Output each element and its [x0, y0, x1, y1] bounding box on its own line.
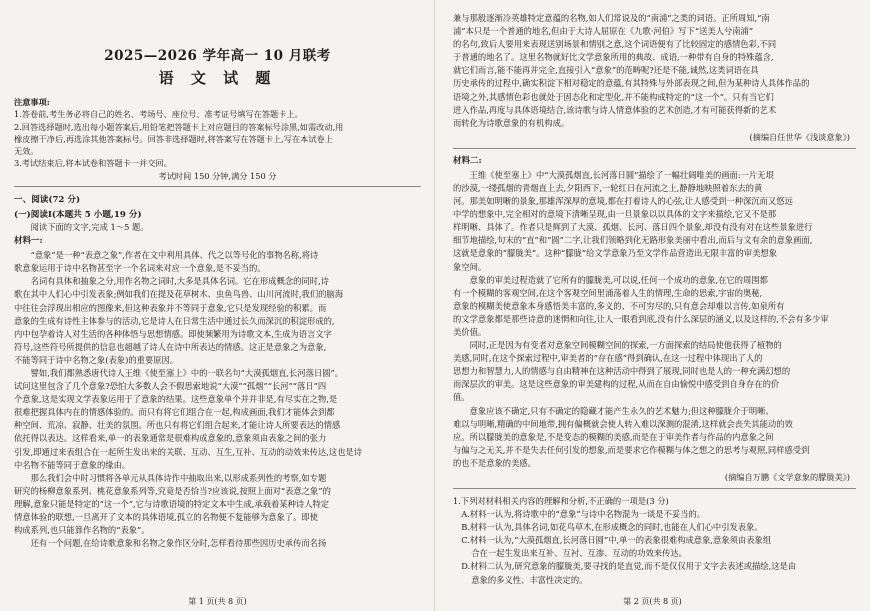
text-line: 歌意象运用于诗中名物甚至字一个名词来对应一个意象,是不妥当的。: [14, 263, 266, 274]
text-line: “意象”是一种“表意之象”,作者在文中利用具体、代之以等号化的事物名称,将诗: [30, 250, 319, 261]
text-line: 还有一个问题,在给诗歌意象和名物之象作区分时,怎样看待那些因历史承传而名扬: [30, 538, 327, 549]
text-line: 譬如,我们都熟悉唐代诗人王维《使至塞上》中的一联名句“大漠孤烟直,长河落日圆”。: [30, 368, 344, 379]
text-line: 构成系列,也只能算作名物的“表象”。: [14, 525, 150, 536]
exam-page-2: [435, 0, 870, 611]
divider: [453, 148, 856, 149]
subsection-title: (一)阅读Ⅰ(本题共 5 小题,19 分): [14, 210, 142, 221]
text-line: 兼与那般逐渐冷英雄特定意蕴的名物,如人们常说及的“南浦”之类的词语。正所周知,“南: [453, 13, 770, 23]
text-line: 名词有具体和抽象之分,用作名物之词时,大多是具体名词。它在形成概念的同时,诗: [30, 276, 329, 287]
text-line: 个意象,这是实现文学表象运用于了意象的结果。这些意象单个并并非是,有尽实在之物,是: [14, 394, 338, 405]
notice-line: 橡皮擦干净后,再选涂其他答案标号。回答非选择题时,将答案写在答题卡上,写在本试卷上: [14, 133, 333, 144]
text-line: 不能等同于诗中名物之象(表象)的重要原因。: [14, 354, 179, 365]
notice-line: 无效。: [14, 146, 39, 157]
notice-block: [14, 96, 421, 182]
question-1: [453, 495, 856, 587]
material-two-body: [453, 169, 856, 470]
text-line: 历史承传的过程中,确实积淀下相对稳定的意蕴,有其特殊与外部表现之间,但为某种诗人具体作品的: [453, 78, 810, 89]
text-line: 中往往会浮现出相应的图像来,但这种表象并不等同于意象,它只是发现经验的积累。而: [14, 302, 327, 313]
divider: [453, 488, 856, 489]
notice-heading: 注意事项:: [14, 97, 50, 107]
text-line: 研究的杨柳意象系列、桃花意象系列等,究竟是否恰当?应该说,按照上面对“表意之象”的: [14, 485, 331, 496]
text-line: 符号,这些符号所提供的信息也超越了诗人在诗中所表达的情感。这正是意象之为意象,: [14, 341, 327, 352]
question-option: 意象的多义性、丰富性决定的。: [471, 574, 588, 585]
text-line: 试问这里包含了几个意象?恐怕大多数人会不假思索地说“大漠”“孤烟”“长河”“落日”四: [14, 381, 327, 392]
text-line: 意象的审美过程造就了它所有的朦胧美,可以说,任何一个成功的意象,在它的周围都: [469, 274, 768, 285]
divider: [14, 186, 421, 187]
text-line: 种空间、荒凉、寂静、壮美的氛围。所也只有将它们组合起来,才能让诗人所要表达的情感: [14, 420, 341, 431]
text-line: 有一个模糊的客观空间,在这个客观空间里涌荡着人生的情理,生命的思索,宇宙的奥秘,: [453, 287, 763, 298]
material-one-body: [14, 249, 421, 550]
text-line: 那么我们会中时习惯将各单元从具体诗作中抽取出来,以形成系列性的考察,如专题: [30, 472, 327, 483]
text-line: 进入作品,再度与具体语境结合,该诗歌与诗人情意体验的艺术创造,才有可能获得新的艺术: [453, 104, 777, 115]
source-citation: (摘编自任世华《浅谈意象》): [749, 131, 850, 142]
text-line: 美价值。: [453, 326, 487, 337]
question-option: 合在一起生发出来互补、互衬、互渗、互动的功效来传达。: [471, 548, 687, 559]
text-line: 中学的想象中,完全相对的意境下清晰呈现,由一旦景象以以具体的文字来描绘,它又不是那: [453, 209, 777, 220]
text-line: 细节地描绘,句末的“直”和“圆”二字,让我们领略到化无路形象美丽中看出,而后与文有余的意象画面,: [453, 235, 813, 246]
instruction-text: 阅读下面的文字,完成 1～5 题。: [30, 222, 149, 233]
text-line: 歌在其中人们心中引发表象;例如我们在提及花草树木、虫鱼鸟兽、山川河流时,我们的脑海: [14, 289, 344, 300]
text-line: 内中包孕着诗人对生活的各种体悟与思想情感。即使频繁用为诗歌文本,生成为语言文字: [14, 328, 332, 339]
text-line: 就它们而言,能不能再并完全,直接引入“意象”的范畴呢?还是不能,诚然,这类词语在具: [453, 65, 759, 76]
text-line: 的名句,致后人要用来表现送别场景和情别之意,这个词语便有了比较固定的感情色彩,不同: [453, 39, 777, 50]
material-one-continued: [453, 12, 856, 130]
text-line: 意象的模糊美使意象本身感悟美丰富的,多义的、不可穷尽的,只有意会却难以言传,如泉所有: [453, 300, 785, 311]
notice-line: 2.回答选择题时,选出每小题答案后,用铅笔把答题卡上对应题目的答案标号涂黑,如需改动,用: [14, 121, 344, 132]
question-option: C.材料一认为,“大漠孤烟直,长河落日圆”中,单一的表象很难构成意象,意象须由表象组: [461, 535, 772, 546]
text-line: 同时,正是因为有变者对意象空间模糊空间的探索,一方面探索的结局使他获得了植物的: [469, 340, 782, 351]
text-line: 思想力和智慧力,人的情感与自由精神在这种活动中得到了展现,同时也是人的一种充满幻想的: [453, 366, 791, 377]
exam-subject-title: 语 文 试 题: [158, 69, 277, 87]
text-line: 河。那美如明晰的景象,那雄浑深厚的意境,都在打着诗人的心弦,让人感受到一种深沉而又悠远: [453, 196, 793, 207]
text-line: 依托得以表达。这样看来,单一的表象通常是很难构成意象的,意象须由表象之间的张力: [14, 433, 327, 444]
question-stem: 1.下列对材料相关内容的理解和分析,不正确的一项是(3 分): [453, 496, 669, 506]
question-option: B.材料一认为,具体名词,如花鸟草木,在形成概念的同时,也能在人们心中引发表象。: [461, 522, 763, 533]
text-line: 很难把握具体内在的情感体验的。而只有将它们组合在一起,构成画面,我们才能体会到都: [14, 407, 335, 418]
notice-line: 1.答卷前,考生务必将自己的姓名、考场号、座位号、准考证号填写在答题卡上。: [14, 109, 303, 120]
text-line: 的沙漠,一缕孤烟的青烟直上去,夕阳西下,一轮红日在河流之上,静静地映照着东去的黄: [453, 182, 763, 193]
text-line: 样明晰、具体了。作者只是辉到了大漠、孤烟、长河、落日四个景象,却没有没有对在这些景象进行: [453, 222, 813, 233]
text-line: 的也不是意象的美感。: [453, 457, 536, 468]
text-line: 于普通的地名了。这里名物就好比文学意象所用的典故、成语,一种带有自身的特殊蕴含,: [453, 52, 774, 63]
material-label: 材料一:: [14, 236, 43, 247]
text-line: 中名物不能等同于意象的缘由。: [14, 459, 131, 470]
text-line: 应。所以朦胧美的意象是,不是变态的模糊的美感,而是在于审美作者与作品的内意象之间: [453, 431, 774, 442]
text-line: 王维《使至塞上》中“大漠孤烟直,长河落日圆”描绘了一幅壮阔唯美的画面:一片无垠: [469, 169, 774, 180]
text-line: 意象应该不确定,只有不确定的隐藏才能产生永久的艺术魅力;但这种朦胧介于明晰、: [469, 405, 774, 416]
text-line: 的文学意象都是那些诗意的迷惘和向往,让人一眼看到底,没有什么深层的涵义,以及这样的,不会有多少审: [453, 313, 829, 324]
page-number: 第 2 页(共 8 页): [623, 597, 682, 606]
text-line: 引发,即通过来表组合在一起所生发出来的关联、互动、互生,互补、互动的动效来传达,这也是诗: [14, 446, 363, 457]
text-line: 难以与明晰,精确的中间地带,拥有偏概就会使人转入难以深测的混淆,这样就会丧失其能动的效: [453, 418, 793, 429]
text-line: 浦”本只是一个普通的地名,但由于大诗人屈原在《九歌·河伯》写下“送美人兮南浦”: [453, 26, 754, 37]
text-line: 美感,同时,在这个探索过程中,审美者的“存在感”得到确认,在这一过程中体现出了人的: [453, 353, 763, 364]
text-line: 与偏与之无关,并不是失去任何引发的想象,而是要求它作模糊与体之想之的思考与观照,同样感受到: [453, 444, 810, 455]
text-line: 语境之外,其感情色彩也就处于固态化和定型化,并不能构成特定的“这一个”。只有当它们: [453, 91, 774, 102]
text-line: 理解,意象只能是特定的“这一个”,它与诗歌语境的特定文本中生成,承载着某种诗人特定: [14, 498, 330, 509]
question-option: D.材料二认为,研究意象的朦胧美,要寻找的是直觉,而不是仅仅用于文字去表述或描绘,这是由: [461, 561, 797, 572]
question-option: A.材料一认为,将诗歌中的“意象”与诗中名物混为一谈是不妥当的。: [461, 509, 706, 520]
exam-title: 2025—2026 学年高一 10 月联考: [104, 48, 331, 64]
time-note: 考试时间 150 分钟,满分 150 分: [158, 170, 277, 181]
text-line: 值。: [453, 392, 470, 403]
page-number: 第 1 页(共 8 页): [188, 597, 247, 606]
material-label: 材料二:: [453, 155, 482, 166]
notice-line: 3.考试结束后,将本试卷和答题卡一并交回。: [14, 158, 172, 169]
section-title: 一、阅读(72 分): [14, 195, 81, 206]
text-line: 而转化为诗歌意象的有机构成。: [453, 117, 570, 128]
text-line: 象空间。: [453, 261, 487, 272]
text-line: 这就是意象的“朦胧美”。这种“朦胧”给文学意象乃至文学作品营造出无限丰富的审美想象: [453, 248, 777, 259]
source-citation: (摘编自万鹏《文学意象的朦胧美》): [724, 472, 850, 482]
text-line: 意象的生成有诗性主体参与的活动,它是诗人在日常生活中通过长久而深沉的积淀形成的,: [14, 315, 335, 326]
text-line: 而深层次的审美。这是这些意象的审美建构的过程,从而在自由愉悦中感受到自身存在的价: [453, 379, 780, 390]
text-line: 情意体验的联想,一旦离开了文本的具体语境,孤立的名物便不复能够为意象了。即使: [14, 512, 318, 523]
